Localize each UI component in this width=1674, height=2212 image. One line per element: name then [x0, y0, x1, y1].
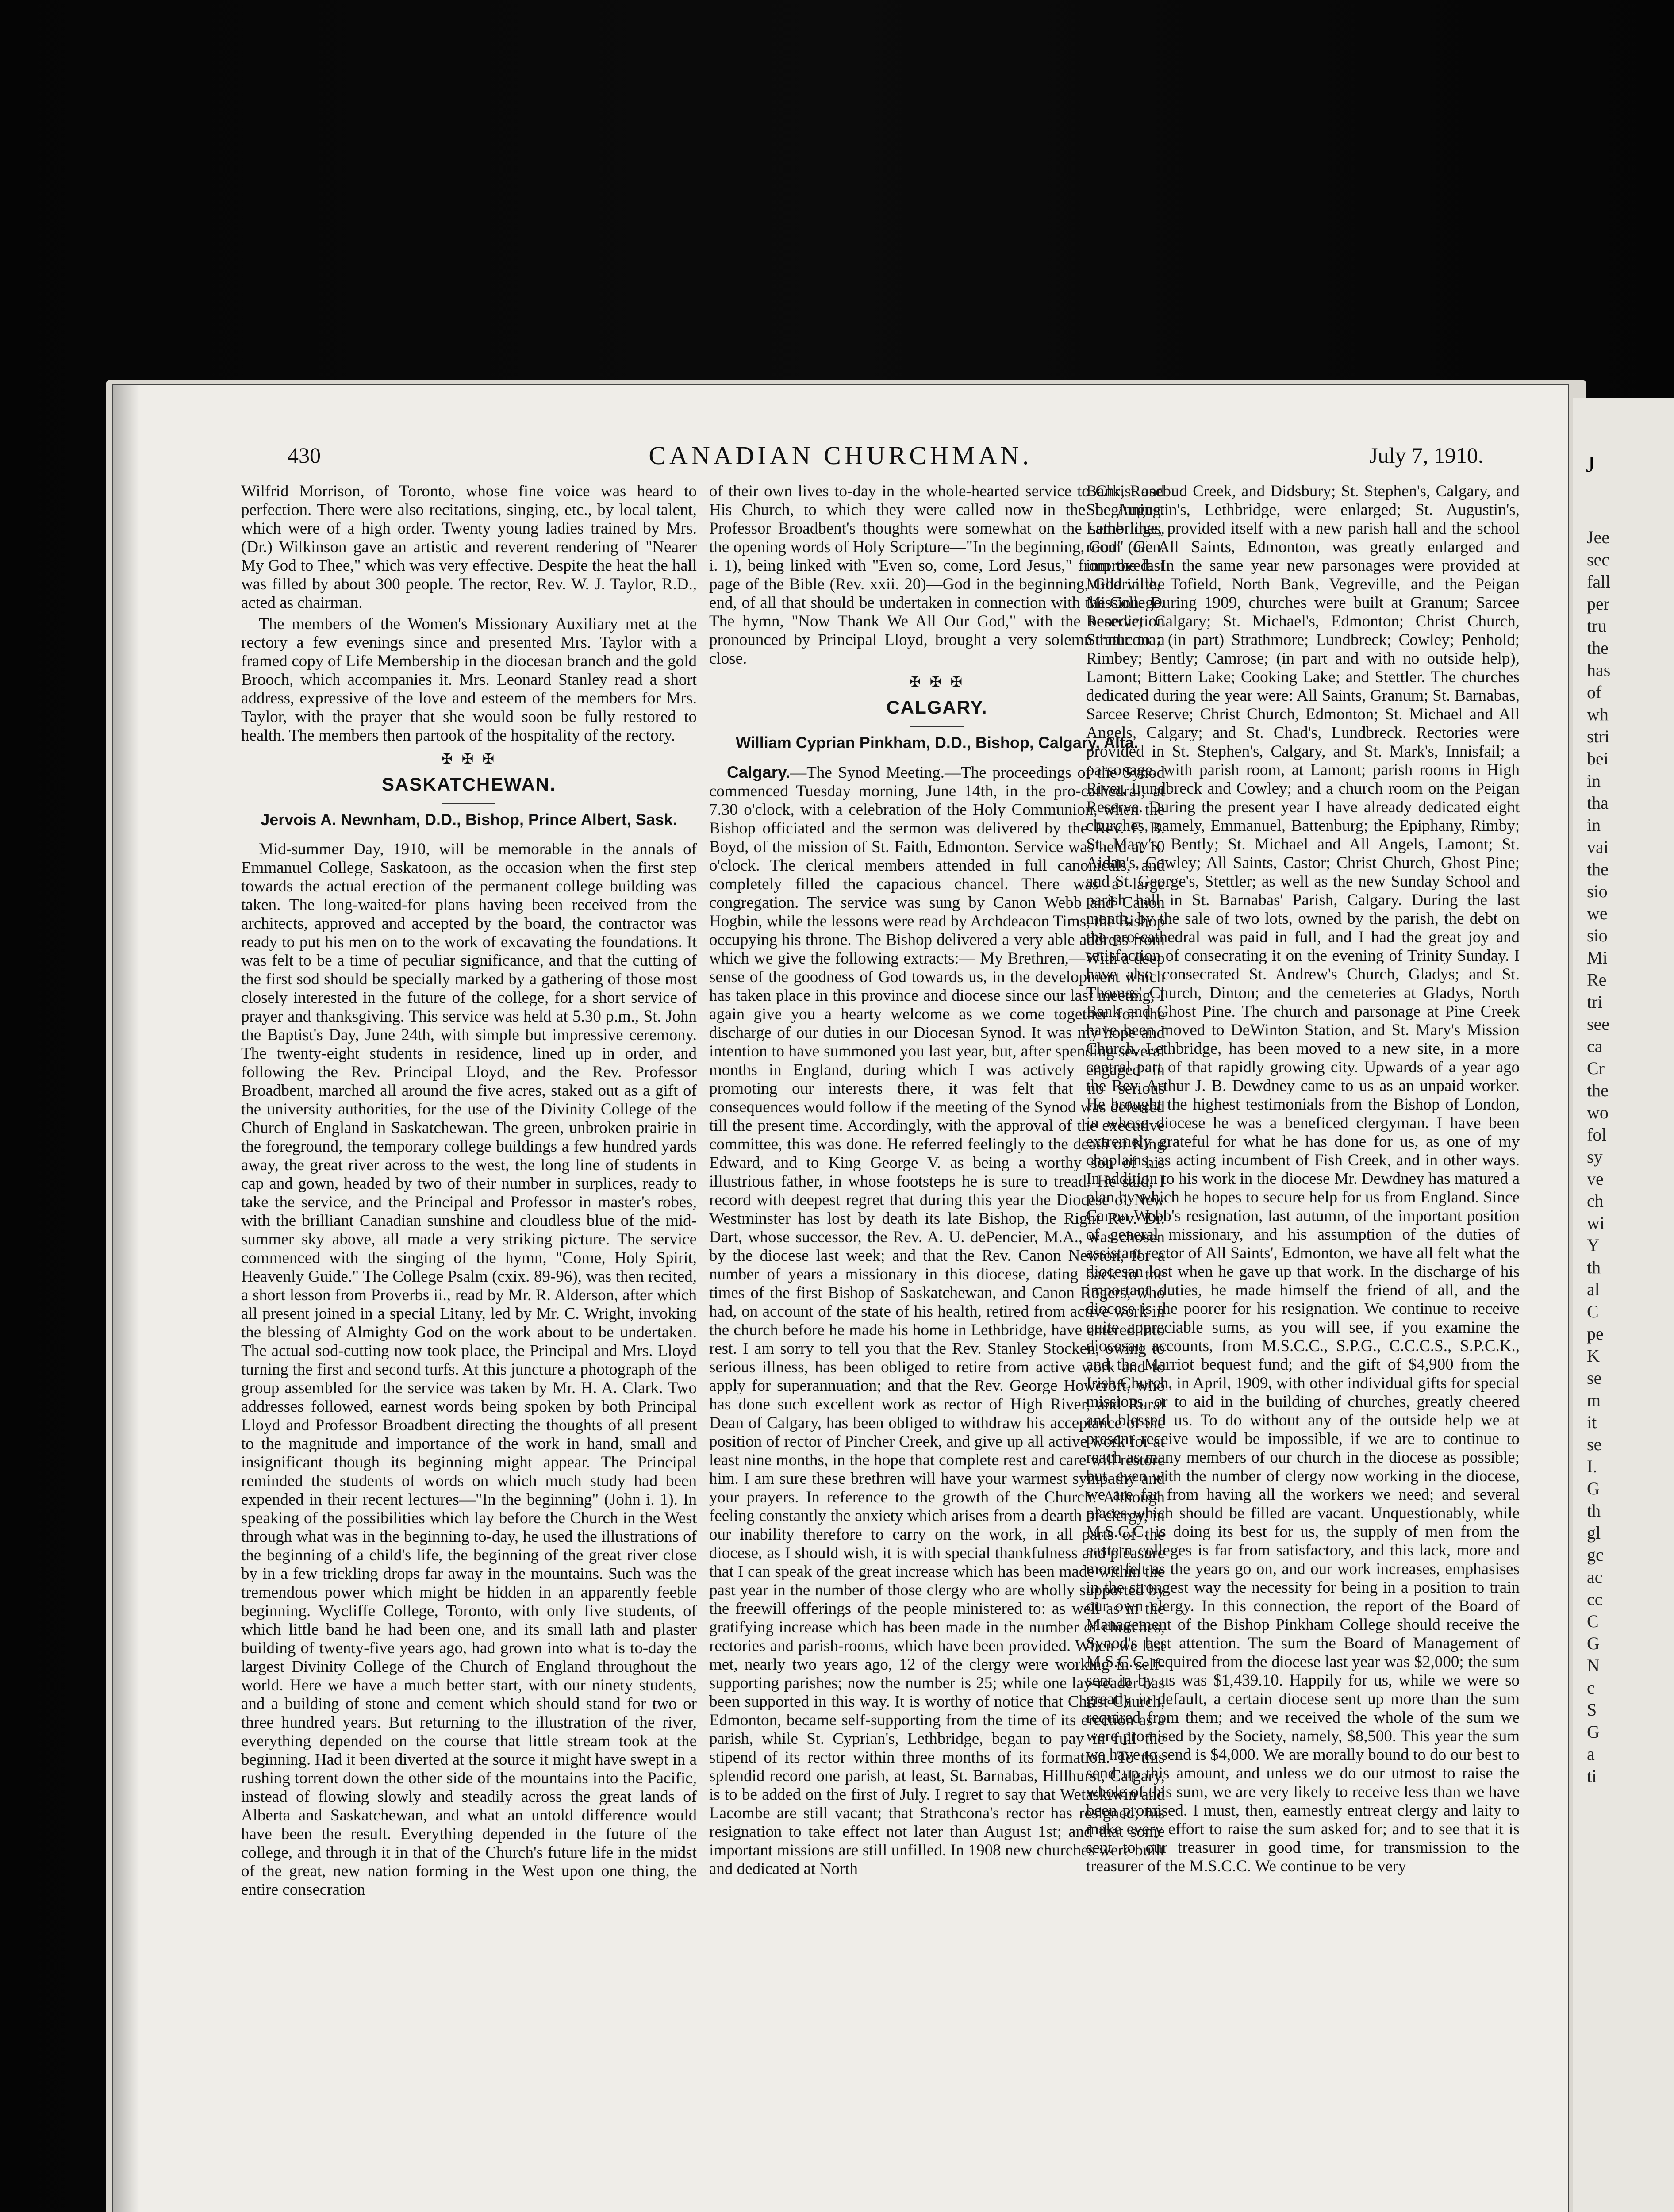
- adjacent-line: sec: [1587, 549, 1610, 569]
- adjacent-line: al: [1587, 1279, 1600, 1299]
- adjacent-line: N: [1587, 1655, 1600, 1675]
- adjacent-line: ca: [1587, 1036, 1603, 1056]
- masthead-title: CANADIAN CHURCHMAN.: [649, 441, 1033, 470]
- adjacent-line: Jee: [1587, 527, 1610, 547]
- bishop-line-saskatchewan: Jervois A. Newnham, D.D., Bishop, Prince Albert, Sask.: [261, 810, 677, 829]
- adjacent-line: cc: [1587, 1589, 1603, 1609]
- binding-shadow: [113, 385, 139, 2212]
- adjacent-page-strip: [1573, 398, 1674, 2212]
- adjacent-line: G: [1587, 1633, 1600, 1653]
- adjacent-line: a: [1587, 1744, 1595, 1764]
- adjacent-line: S: [1587, 1700, 1597, 1720]
- adjacent-line: see: [1587, 1014, 1610, 1034]
- col2-opening-paragraph: of their own lives to-day in the whole-hearted service to Christ and His Church, to which they were called now in the beginning. Professor Broadbent's thoughts were somewhat on the same lines, the opening words of Holy Scripture—"In the beginning, God" (Gen. i. 1), being linked with "Even so, come, Lord Jesus," from the last page of the Bible (Rev. xxii. 20)—God in the beginning, God in the end, of all that should be undertaken in connection with the College. The hymn, "Now Thank We All Our God," with the benediction pronounced by Principal Lloyd, brought a very solemn hour to a close.: [709, 482, 1165, 668]
- adjacent-line: ti: [1587, 1766, 1597, 1786]
- adjacent-line: we: [1587, 903, 1608, 923]
- adjacent-line: ch: [1587, 1191, 1604, 1211]
- adjacent-line: th: [1587, 1257, 1601, 1277]
- column-1: [241, 482, 697, 2212]
- issue-date: July 7, 1910.: [1369, 443, 1484, 468]
- col3-body: Bank, Rosebud Creek, and Didsbury; St. Stephen's, Calgary, and St. Augustin's, Lethbridge, were enlarged; St. Augustin's, Lethbridge, provided itself with a new parish hall and the school room of All Saints, Edmonton, was greatly enlarged and improved. In the same year new parsonages were provided at Millarville, Tofield, North Bank, Vegreville, and the Peigan Mission. During 1909, churches were built at Granum; Sarcee Reserve, Calgary; St. Michael's, Edmonton; Christ Church, Strathcona; (in part) Strathmore; Lundbreck; Cowley; Penhold; Rimbey; Bently; Camrose; (in part and with no outside help), Lamont; Bittern Lake; Cooking Lake; and Stettler. The churches dedicated during the year were: All Saints, Granum; St. Barnabas, Sarcee Reserve; Christ Church, Edmonton; St. Michael and All Angels, Calgary; and St. Chad's, Lundbreck. Rectories were provided in St. Stephen's, Calgary, and St. Mark's, Innisfail; a parsonage, with parish room, at Lamont; parish rooms in High River, Lundbreck and Cowley; and a church room on the Peigan Reserve. During the present year I have already dedicated eight churches, namely, Emmanuel, Battenburg; the Epiphany, Rimby; St. Mary's, Bently; St. Michael and All Angels, Lamont; St. Aidan's, Cowley; All Saints, Castor; Christ Church, Ghost Pine; and St. George's, Stettler; as well as the new Sunday School and parish hall in St. Barnabas' Parish, Calgary. During the last month, by the sale of two lots, owned by the parish, the debt on the pro-cathedral was paid in full, and I had the great joy and satisfaction of consecrating it on the evening of Trinity Sunday. I have also consecrated St. Andrew's Church, Gladys; and St. Thomas' Church, Dinton; and the cemeteries at Gladys, North Bank and Ghost Pine. The church and parsonage at Pine Creek have been moved to DeWinton Station, and St. Mary's Mission Church, Lethbridge, has been moved to a new site, in a more central part of that rapidly growing city. Upwards of a year ago the Rev. Arthur J. B. Dewdney came to us as an unpaid worker. He brought the highest testimonials from the Bishop of London, in whose diocese he was a beneficed clergyman. I have been extremely grateful for what he has done for us, as one of my chaplains, as acting incumbent of Fish Creek, and in other ways. In addition to his work in the diocese Mr. Dewdney has matured a plan by which he hopes to secure help for us from England. Since Canon Webb's resignation, last autumn, of the important position of general missionary, and his assumption of the duties of assistant rector of All Saints', Edmonton, we have all felt what the diocesan lost when he gave up that work. In the discharge of his important duties, he made himself the friend of all, and the diocese is the poorer for his resignation. We continue to receive quite appreciable sums, as you will see, if you examine the diocesan accounts, from M.S.C.C., S.P.G., C.C.C.S., S.P.C.K., and the Marriot bequest fund; and the gift of $4,900 from the Irish Church, in April, 1909, with other individual gifts for special missions, or to aid in the building of churches, greatly cheered and blessed us. To do without any of the outside help we at present receive would be impossible, if we are to continue to reach as many members of our church in the diocese as possible; but, even with the number of clergy now working in the diocese, we are far from having all the workers we need; and several places which should be filled are vacant. Unquestionably, while M.S.C.C. is doing its best for us, the supply of men from the eastern colleges is far from satisfactory, and this lack, more and more felt as the years go on, and our work increases, emphasises in the strongest way the necessity for being in a position to train our own clergy. In this connection, the report of the Board of Management of the Bishop Pinkham College should receive the Synod's best attention. The sum the Board of Management of M.S.C.C. required from the diocese last year was $2,000; the sum sent in by us was $1,439.10. Happily for us, while we were so greatly in default, a certain diocese sent up more than the sum required from them; and we received the whole of the sum we were promised by the Society, namely, $8,500. This year the sum we have to send is $4,000. We are morally bound to do our best to send up this amount, and unless we do our utmost to raise the whole of this sum, we are very likely to receive less than we have been promised. I must, then, earnestly entreat clergy and laity to make every effort to raise the sum asked for; and to see that it is sent to our treasurer in good time, for transmission to the treasurer of the M.S.C.C. We continue to be very: [1086, 482, 1520, 1875]
- adjacent-line: sio: [1587, 926, 1608, 945]
- col1-wma-paragraph: The members of the Women's Missionary Auxiliary met at the rectory a few evenings since and presented Mrs. Taylor with a framed copy of Life Membership in the diocesan branch and the gold Brooch, which accompanies it. Mrs. Leonard Stanley read a short address, expressive of the love and esteem of the members for Mrs. Taylor, with the prayer that she would soon be fully restored to health. The members then partook of the hospitality of the rectory.: [241, 615, 697, 745]
- col2-body: —The Synod Meeting.—The proceedings of the Synod commenced Tuesday morning, June 14th, in the pro-cathedral, at 7.30 o'clock, with a celebration of the Holy Communion, when the Bishop officiated and the sermon was delivered by the Rev. F. B. Boyd, of the mission of St. Faith, Edmonton. Service was held at 10 o'clock. The clerical members attended in full canonicals, and completely filled the capacious chancel. There was a large congregation. The service was sung by Canon Webb and Canon Hogbin, while the lessons were read by Archdeacon Tims, the Bishop occupying his throne. The Bishop delivered a very able address from which we give the following extracts:— My Brethren,—With a deep sense of the goodness of God towards us, in the development which has taken place in this province and diocese since our last meeting, I again give you a hearty welcome as we come together for the discharge of our duties in our Diocesan Synod. It was my hope and intention to have summoned you last year, but, after spending several months in England, during which I was actively engaged in promoting our interests there, it was felt that no serious consequences would follow if the meeting of the Synod was deferred till the present time. Accordingly, with the approval of the executive committee, this was done. He referred feelingly to the death of King Edward, and to King George V. as being a worthy son of his illustrious father, in whose footsteps he is sure to tread. He said, I record with deepest regret that during this year the Diocese of New Westminster has lost by death its late Bishop, the Right Rev. Dr. Dart, whose successor, the Rev. A. U. dePencier, M.A., was chosen by the diocese last week; and that the Rev. Canon Newton, for a number of years a missionary in this diocese, dating back to the times of the first Bishop of Saskatchewan, and Canon Rogers, who had, on account of the state of his health, retired from active work in the church before he made his home in Lethbridge, have entered into rest. I am sorry to tell you that the Rev. Stanley Stocken, owing to serious illness, has been obliged to retire from active work and to apply for superannuation; and that the Rev. George Howcroft, who has done such excellent work as rector of High River, and Rural Dean of Calgary, has been obliged to withdraw his acceptance of the position of rector of Pincher Creek, and give up all active work for at least nine months, in the hope that complete rest and care will restore him. I am sure these brethren will have your warmest sympathy and your prayers. In reference to the growth of the Church. Although feeling constantly the anxiety which arises from a dearth of clergy, in our inability therefore to carry on the work, in all parts of the diocese, as I should wish, it is with special thankfulness and pleasure that I can speak of the great increase which has been made within the past year in the number of those clergy who are wholly supported by the freewill offerings of the people ministered to: as well as in the gratifying increase which has been made in the number of churches, rectories and parish-rooms, which have been provided. When we last met, nearly two years ago, 12 of the clergy were working in self-supporting parishes; now the number is 25; while one lay-reader has been supported in this way. It is worthy of notice that Christ Church, Edmonton, became self-supporting from the time of its erection as a parish, while St. Cyprian's, Lethbridge, began to pay in full the stipend of its rector within three months of its formation. To this splendid record one parish, at least, St. Barnabas, Hillhurst, Calgary, is to be added on the first of July. I regret to say that Wetaskiwin and Lacombe are still vacant; that Strathcona's rector has resigned; his resignation to take effect not later than August 1st; and that some important missions are still unfilled. In 1908 new churches were built and dedicated at North: [709, 764, 1165, 1878]
- adjacent-line: sio: [1587, 881, 1608, 901]
- col1-opening-paragraph: Wilfrid Morrison, of Toronto, whose fine voice was heard to perfection. There were also recitations, singing, etc., by local talent, which were of a high order. Twenty young ladies trained by Mrs. (Dr.) Wilkinson gave an artistic and reverent rendering of "Nearer My God to Thee," which was very effective. Despite the heat the hall was filled by about 300 people. The rector, Rev. W. J. Taylor, R.D., acted as chairman.: [241, 482, 697, 612]
- adjacent-line: the: [1587, 1080, 1609, 1100]
- section-ornament: ✠ ✠ ✠: [441, 751, 497, 767]
- column-3: [1086, 482, 1520, 2212]
- adjacent-line: wh: [1587, 704, 1609, 724]
- adjacent-page-lines: [1573, 526, 1674, 1787]
- adjacent-line: has: [1587, 660, 1611, 680]
- adjacent-line: tri: [1587, 992, 1603, 1012]
- adjacent-line: fall: [1587, 572, 1611, 591]
- adjacent-line: it: [1587, 1412, 1597, 1432]
- adjacent-line: m: [1587, 1390, 1601, 1410]
- col1-body: Mid-summer Day, 1910, will be memorable in the annals of Emmanuel College, Saskatoon, as the occasion when the first step towards the actual erection of the permanent college building was taken. The long-waited-for plans having been received from the architects, approved and accepted by the board, the contractor was ready to put his men on to the work of excavating the foundations. It was felt to be a time of peculiar significance, and that the cutting of the first sod should be specially marked by a gathering of those most closely interested in the future of the college, for a short service of prayer and thanksgiving. This service was held at 5.30 p.m., St. John the Baptist's Day, June 24th, with simple but impressive ceremony. The twenty-eight students in residence, lined up in order, and following the Rev. Principal Lloyd, and the Rev. Professor Broadbent, marched all around the five acres, staked out as a gift of the university authorities, for the use of the Divinity College of the Church of England in Saskatchewan. The green, unbroken prairie in the foreground, the temporary college buildings a few hundred yards away, the great river across to the west, the long line of students in cap and gown, headed by two of their number in surplices, ready to take the service, and the Principal and Professor in master's robes, with the brilliant Canadian sunshine and cloudless blue of the mid-summer sky above, all made a very striking picture. The service commenced with the singing of the hymn, "Come, Holy Spirit, Heavenly Guide." The College Psalm (cxix. 89-96), was then recited, a short lesson from Proverbs ii., read by Mr. R. Alderson, after which all present joined in a special Litany, led by Mr. C. Wright, invoking the blessing of Almighty God on the work about to be undertaken. The actual sod-cutting now took place, the Principal and Mrs. Lloyd turning the first and second turfs. At this juncture a photograph of the group assembled for the service was taken by Mr. H. A. Clark. Two addresses followed, earnest words being spoken by both Principal Lloyd and Professor Broadbent directing the thoughts of all present to the magnitude and importance of the work in hand, small and insignificant though its beginning might appear. The Principal reminded the students of words on which much study had been expended in their recent lectures—"In the beginning" (John i. 1). In speaking of the possibilities which lay before the Church in the West through what was in the beginning to-day, he used the illustrations of the beginning of a child's life, the beginning of the great river close by in a few trickling drops far away in the mountains. Such was the tremendous power which might be hidden in an apparently feeble beginning. Wycliffe College, Toronto, with only five students, of which little band he had been one, and its small lath and plaster building of twenty-five years ago, had grown into what is to-day the largest Divinity College of the Church of England throughout the world. Here we have a much better start, with our ninety students, and a building of stone and cement which should stand for two or three hundred years. But returning to the illustration of the river, everything depended on the course that little stream took at the beginning. Had it been diverted at the source it might have swept in a rushing torrent down the other side of the mountains into the Pacific, instead of flowing slowly and steadily across the great lands of Alberta and Saskatchewan, and what an untold difference would have been the result. Everything depended in the future of the college, and through it in that of the Church's future life in the midst of the great, new nation forming in the West upon one thing, the entire consecration: [241, 840, 697, 1899]
- calgary-lead: Calgary.: [727, 763, 791, 781]
- section-ornament: ✠ ✠ ✠: [909, 674, 965, 690]
- adjacent-line: Mi: [1587, 948, 1608, 968]
- adjacent-line: vai: [1587, 837, 1609, 857]
- adjacent-line: th: [1587, 1501, 1601, 1521]
- newspaper-page: [113, 385, 1568, 2212]
- adjacent-line: se: [1587, 1434, 1602, 1454]
- adjacent-line: per: [1587, 594, 1610, 614]
- page-number: 430: [288, 443, 321, 468]
- heading-calgary: CALGARY.: [886, 697, 988, 718]
- adjacent-line: gc: [1587, 1545, 1604, 1565]
- adjacent-line: Cr: [1587, 1058, 1605, 1078]
- adjacent-line: ac: [1587, 1567, 1603, 1587]
- adjacent-line: pe: [1587, 1324, 1604, 1344]
- adjacent-line: wo: [1587, 1102, 1609, 1122]
- page-header: [113, 442, 1568, 478]
- adjacent-line: bei: [1587, 749, 1609, 768]
- heading-rule: [910, 726, 964, 727]
- adjacent-page-header: J: [1586, 452, 1595, 477]
- adjacent-line: stri: [1587, 726, 1610, 746]
- adjacent-line: the: [1587, 859, 1609, 879]
- adjacent-line: ve: [1587, 1169, 1604, 1189]
- adjacent-line: in: [1587, 771, 1601, 791]
- adjacent-line: Y: [1587, 1235, 1600, 1255]
- heading-saskatchewan: SASKATCHEWAN.: [382, 774, 556, 795]
- adjacent-line: G: [1587, 1479, 1600, 1498]
- adjacent-line: c: [1587, 1678, 1595, 1697]
- bishop-line-calgary: William Cyprian Pinkham, D.D., Bishop, Calgary, Alta.: [736, 733, 1138, 752]
- adjacent-line: tha: [1587, 793, 1609, 813]
- adjacent-line: K: [1587, 1346, 1600, 1366]
- adjacent-line: wi: [1587, 1213, 1605, 1233]
- adjacent-line: in: [1587, 815, 1601, 835]
- adjacent-line: gl: [1587, 1523, 1601, 1543]
- adjacent-line: I.: [1587, 1456, 1597, 1476]
- adjacent-line: G: [1587, 1722, 1600, 1742]
- adjacent-line: the: [1587, 638, 1609, 658]
- adjacent-line: C: [1587, 1611, 1599, 1631]
- adjacent-line: of: [1587, 682, 1602, 702]
- adjacent-line: tru: [1587, 616, 1607, 636]
- adjacent-line: se: [1587, 1368, 1602, 1388]
- adjacent-line: fol: [1587, 1125, 1607, 1144]
- adjacent-line: sy: [1587, 1147, 1603, 1167]
- heading-rule: [442, 803, 495, 804]
- adjacent-line: C: [1587, 1302, 1599, 1321]
- adjacent-line: Re: [1587, 970, 1607, 990]
